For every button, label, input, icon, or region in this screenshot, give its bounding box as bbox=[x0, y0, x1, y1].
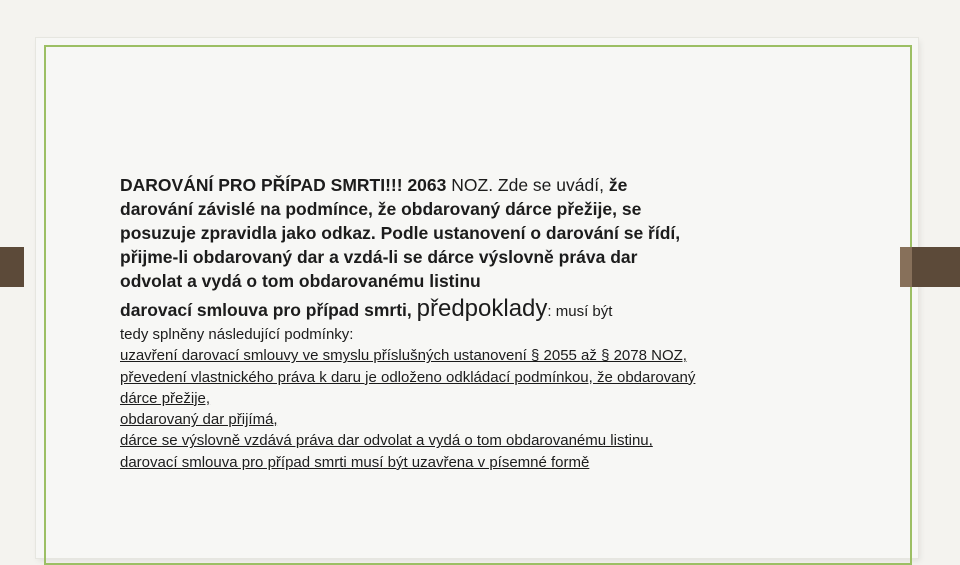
condition-item: převedení vlastnického práva k daru je odloženo odkládací podmínkou, že obdarovaný dárce přežije, bbox=[120, 368, 696, 407]
right-decorative-tab bbox=[900, 247, 960, 287]
paragraph-2-tail: : musí být bbox=[547, 303, 613, 320]
conditions-block bbox=[120, 324, 700, 473]
paragraph-1-body: že darování závislé na podmínce, že obdarovaný dárce přežije, se posuzuje zpravidla jako odkaz. Podle ustanovení o darování se řídí, přijme-li obdarovaný dar a vzdá-li se dárce výslovně práva dar odvolat a vydá o tom obdarovanému listinu bbox=[120, 175, 681, 291]
paragraph-2-lead: darovací smlouva pro případ smrti, bbox=[120, 300, 417, 320]
condition-item: obdarovaný dar přijímá, bbox=[120, 411, 278, 429]
left-decorative-tab bbox=[0, 247, 24, 287]
keyword-predpoklady: předpoklady bbox=[416, 295, 548, 322]
paragraph-2 bbox=[120, 297, 700, 324]
slide-text bbox=[120, 173, 700, 473]
heading-bold: DAROVÁNÍ PRO PŘÍPAD SMRTI!!! 2063 bbox=[120, 175, 447, 195]
condition-item: dárce se výslovně vzdává práva dar odvolat a vydá o tom obdarovanému listinu, bbox=[120, 432, 653, 450]
condition-item: uzavření darovací smlouvy ve smyslu příslušných ustanovení § 2055 až § 2078 NOZ, bbox=[120, 347, 687, 365]
paragraph-1 bbox=[120, 173, 700, 293]
heading-rest: NOZ. Zde se uvádí, bbox=[446, 175, 604, 195]
right-tab-stripe bbox=[900, 247, 912, 287]
condition-item: darovací smlouva pro případ smrti musí být uzavřena v písemné formě bbox=[120, 453, 590, 471]
paragraph-2-continuation: tedy splněny následující podmínky: bbox=[120, 326, 354, 343]
